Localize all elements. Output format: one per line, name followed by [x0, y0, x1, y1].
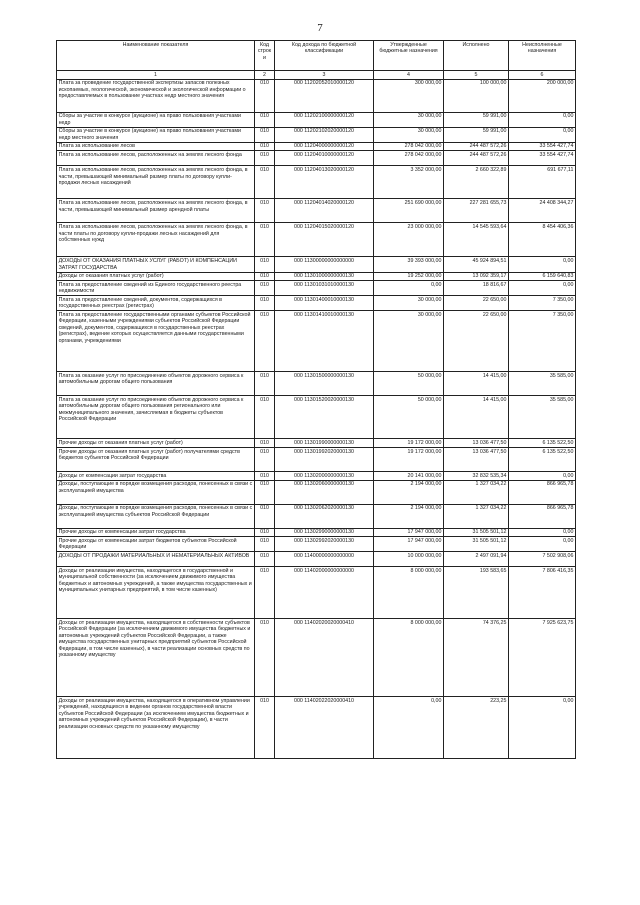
table-row	[57, 480, 576, 504]
row-kbk: 000 11204000000000120	[275, 142, 374, 151]
row-executed: 14 415,00	[444, 396, 509, 439]
row-name: Доходы от реализации имущества, находящегося в оперативном управлении учреждений, находящихся в ведении органов государственной власти субъектов Российской Федерации (за исключением имущества бюджетных и автономных учреждений субъектов Российской Федерации), в части реализации основных средств по указанному имуществу	[57, 697, 255, 759]
row-approved: 30 000,00	[374, 127, 444, 142]
row-executed: 227 281 655,73	[444, 199, 509, 223]
table-row	[57, 296, 576, 311]
row-name: Сборы за участие в конкурсе (аукционе) на право пользования участками недр	[57, 112, 255, 127]
row-kbk: 000 11302990000000130	[275, 528, 374, 537]
table-row	[57, 396, 576, 439]
row-code: 010	[255, 166, 275, 199]
row-name: Доходы, поступающие в порядке возмещения расходов, понесенных в связи с эксплуатацией имущества	[57, 480, 255, 504]
row-name: Плата за использование лесов, расположенных на землях лесного фонда, в части, превышающей минимальный размер арендной платы	[57, 199, 255, 223]
row-unexecuted: 691 677,11	[509, 166, 576, 199]
row-approved: 19 172 000,00	[374, 439, 444, 448]
row-kbk: 000 11301400010000130	[275, 296, 374, 311]
row-executed: 31 505 501,12	[444, 537, 509, 552]
column-number: 3	[275, 71, 374, 80]
row-kbk: 000 11301520020000130	[275, 396, 374, 439]
row-unexecuted: 0,00	[509, 112, 576, 127]
row-kbk: 000 11301990000000130	[275, 439, 374, 448]
row-approved: 30 000,00	[374, 296, 444, 311]
row-kbk: 000 11202052010000120	[275, 79, 374, 112]
row-executed: 100 000,00	[444, 79, 509, 112]
revenue-table	[56, 40, 576, 759]
table-row	[57, 504, 576, 528]
row-approved: 17 947 000,00	[374, 537, 444, 552]
row-kbk: 000 11204014020000120	[275, 199, 374, 223]
row-executed: 59 991,00	[444, 127, 509, 142]
header-code: Код строки	[255, 41, 275, 71]
row-unexecuted: 866 965,78	[509, 480, 576, 504]
row-unexecuted: 0,00	[509, 697, 576, 759]
table-row	[57, 372, 576, 396]
row-approved: 251 690 000,00	[374, 199, 444, 223]
row-executed: 1 327 034,22	[444, 504, 509, 528]
row-code: 010	[255, 472, 275, 481]
row-kbk: 000 11301000000000130	[275, 272, 374, 281]
header-unexecuted: Неисполненные назначения	[509, 41, 576, 71]
row-unexecuted: 6 135 522,50	[509, 439, 576, 448]
row-approved: 23 000 000,00	[374, 223, 444, 257]
row-code: 010	[255, 372, 275, 396]
table-row	[57, 281, 576, 296]
table-row	[57, 257, 576, 272]
row-approved: 278 042 000,00	[374, 151, 444, 166]
row-code: 010	[255, 528, 275, 537]
table-row	[57, 448, 576, 472]
row-name: Плата за использование лесов, расположенных на землях лесного фонда	[57, 151, 255, 166]
row-executed: 244 487 572,26	[444, 151, 509, 166]
row-executed: 45 924 894,51	[444, 257, 509, 272]
row-executed: 13 036 477,50	[444, 439, 509, 448]
row-code: 010	[255, 311, 275, 372]
row-executed: 31 505 501,12	[444, 528, 509, 537]
column-number: 2	[255, 71, 275, 80]
row-unexecuted: 0,00	[509, 257, 576, 272]
row-name: Плата за использование лесов	[57, 142, 255, 151]
row-approved: 2 194 000,00	[374, 504, 444, 528]
table-row	[57, 537, 576, 552]
row-approved: 10 000 000,00	[374, 552, 444, 567]
row-approved: 30 000,00	[374, 112, 444, 127]
row-name: ДОХОДЫ ОТ ОКАЗАНИЯ ПЛАТНЫХ УСЛУГ (РАБОТ) И КОМПЕНСАЦИИ ЗАТРАТ ГОСУДАРСТВА	[57, 257, 255, 272]
row-executed: 14 545 593,64	[444, 223, 509, 257]
row-unexecuted: 35 585,00	[509, 396, 576, 439]
row-code: 010	[255, 199, 275, 223]
column-number-row	[57, 71, 576, 80]
row-unexecuted: 7 806 416,35	[509, 567, 576, 619]
column-number: 5	[444, 71, 509, 80]
row-code: 010	[255, 272, 275, 281]
row-approved: 39 393 000,00	[374, 257, 444, 272]
row-executed: 2 497 091,94	[444, 552, 509, 567]
table-row	[57, 127, 576, 142]
row-kbk: 000 11400000000000000	[275, 552, 374, 567]
row-code: 010	[255, 537, 275, 552]
table-row	[57, 151, 576, 166]
row-unexecuted: 33 554 427,74	[509, 151, 576, 166]
row-executed: 1 327 034,22	[444, 480, 509, 504]
row-name: Плата за предоставление государственными органами субъектов Российской Федерации, казенными учреждениями субъектов Российской Федерации сведений, документов, содержащихся в государственных реестрах (регистрах), ведение которых осуществляется данными государственными органами, учреждениями	[57, 311, 255, 372]
row-kbk: 000 11302060000000130	[275, 480, 374, 504]
row-approved: 3 352 000,00	[374, 166, 444, 199]
row-code: 010	[255, 480, 275, 504]
row-name: Прочие доходы от компенсации затрат бюджетов субъектов Российской Федерации	[57, 537, 255, 552]
row-executed: 2 660 322,89	[444, 166, 509, 199]
row-approved: 2 194 000,00	[374, 480, 444, 504]
row-code: 010	[255, 619, 275, 697]
row-code: 010	[255, 396, 275, 439]
row-kbk: 000 11204010000000120	[275, 151, 374, 166]
row-kbk: 000 11402020020000410	[275, 619, 374, 697]
table-row	[57, 619, 576, 697]
row-approved: 50 000,00	[374, 396, 444, 439]
row-code: 010	[255, 79, 275, 112]
row-kbk: 000 11202102020000120	[275, 127, 374, 142]
row-unexecuted: 6 135 522,50	[509, 448, 576, 472]
row-name: ДОХОДЫ ОТ ПРОДАЖИ МАТЕРИАЛЬНЫХ И НЕМАТЕРИАЛЬНЫХ АКТИВОВ	[57, 552, 255, 567]
table-row	[57, 472, 576, 481]
row-kbk: 000 11204015020000120	[275, 223, 374, 257]
row-executed: 74 376,25	[444, 619, 509, 697]
row-executed: 22 650,00	[444, 311, 509, 372]
row-approved: 19 252 000,00	[374, 272, 444, 281]
row-name: Плата за использование лесов, расположенных на землях лесного фонда, в части, превышающей минимальный размер платы по договору купли-продажи лесных насаждений	[57, 166, 255, 199]
row-name: Доходы от компенсации затрат государства	[57, 472, 255, 481]
row-name: Плата за предоставление сведений из Единого государственного реестра недвижимости	[57, 281, 255, 296]
row-name: Плата за проведение государственной экспертизы запасов полезных ископаемых, геологической, экономической и экологической информации о предоставляемых в пользование участках недр местного значения	[57, 79, 255, 112]
row-executed: 14 415,00	[444, 372, 509, 396]
row-code: 010	[255, 223, 275, 257]
row-approved: 20 141 000,00	[374, 472, 444, 481]
row-approved: 8 000 000,00	[374, 567, 444, 619]
row-approved: 0,00	[374, 697, 444, 759]
row-name: Доходы, поступающие в порядке возмещения расходов, понесенных в связи с эксплуатацией имущества субъектов Российской Федерации	[57, 504, 255, 528]
row-approved: 278 042 000,00	[374, 142, 444, 151]
row-unexecuted: 6 159 640,83	[509, 272, 576, 281]
column-number: 4	[374, 71, 444, 80]
row-unexecuted: 866 965,78	[509, 504, 576, 528]
row-name: Прочие доходы от компенсации затрат государства	[57, 528, 255, 537]
row-kbk: 000 11302062020000130	[275, 504, 374, 528]
row-executed: 22 650,00	[444, 296, 509, 311]
row-code: 010	[255, 567, 275, 619]
row-kbk: 000 11402000000000000	[275, 567, 374, 619]
row-kbk: 000 11202100000000120	[275, 112, 374, 127]
table-row	[57, 528, 576, 537]
row-approved: 19 172 000,00	[374, 448, 444, 472]
row-code: 010	[255, 151, 275, 166]
row-unexecuted: 0,00	[509, 281, 576, 296]
row-executed: 18 816,67	[444, 281, 509, 296]
header-approved: Утвержденные бюджетные назначения	[374, 41, 444, 71]
row-unexecuted: 7 502 908,06	[509, 552, 576, 567]
row-executed: 13 036 477,50	[444, 448, 509, 472]
table-row	[57, 79, 576, 112]
row-approved: 8 000 000,00	[374, 619, 444, 697]
table-row	[57, 142, 576, 151]
row-code: 010	[255, 296, 275, 311]
row-name: Плата за оказание услуг по присоединению объектов дорожного сервиса к автомобильным дорогам общего пользования регионального или межмуниципального значения, зачисляемая в бюджеты субъектов Российской Федерации	[57, 396, 255, 439]
row-approved: 50 000,00	[374, 372, 444, 396]
row-kbk: 000 11300000000000000	[275, 257, 374, 272]
row-unexecuted: 0,00	[509, 472, 576, 481]
row-unexecuted: 7 350,00	[509, 311, 576, 372]
row-executed: 193 583,65	[444, 567, 509, 619]
row-name: Плата за оказание услуг по присоединению объектов дорожного сервиса к автомобильным дорогам общего пользования	[57, 372, 255, 396]
row-unexecuted: 0,00	[509, 127, 576, 142]
row-code: 010	[255, 112, 275, 127]
page-number: 7	[317, 22, 323, 34]
row-unexecuted: 35 585,00	[509, 372, 576, 396]
header-executed: Исполнено	[444, 41, 509, 71]
row-code: 010	[255, 127, 275, 142]
row-kbk: 000 11301500000000130	[275, 372, 374, 396]
row-code: 010	[255, 439, 275, 448]
row-executed: 244 487 572,26	[444, 142, 509, 151]
row-unexecuted: 24 408 344,27	[509, 199, 576, 223]
row-unexecuted: 0,00	[509, 528, 576, 537]
row-kbk: 000 11302992020000130	[275, 537, 374, 552]
row-name: Доходы от реализации имущества, находящегося в собственности субъектов Российской Федерации (за исключением движимого имущества бюджетных и автономных учреждений субъектов Российской Федерации, а также имущества государственных унитарных предприятий субъектов Российской Федерации, в том числе казенных), в части реализации основных средств по указанному имуществу	[57, 619, 255, 697]
row-code: 010	[255, 448, 275, 472]
row-approved: 30 000,00	[374, 311, 444, 372]
table-body	[57, 79, 576, 759]
row-executed: 13 092 359,17	[444, 272, 509, 281]
row-code: 010	[255, 697, 275, 759]
row-approved: 17 947 000,00	[374, 528, 444, 537]
table-row	[57, 223, 576, 257]
row-kbk: 000 11301992020000130	[275, 448, 374, 472]
row-kbk: 000 11301031010000130	[275, 281, 374, 296]
row-unexecuted: 33 554 427,74	[509, 142, 576, 151]
row-name: Прочие доходы от оказания платных услуг (работ) получателями средств бюджетов субъектов Российской Федерации	[57, 448, 255, 472]
table-row	[57, 439, 576, 448]
row-kbk: 000 11301410010000130	[275, 311, 374, 372]
table-row	[57, 166, 576, 199]
row-executed: 59 991,00	[444, 112, 509, 127]
table-row	[57, 311, 576, 372]
table-row	[57, 697, 576, 759]
row-unexecuted: 7 925 623,75	[509, 619, 576, 697]
row-name: Плата за использование лесов, расположенных на землях лесного фонда, в части платы по договору купли-продажи лесных насаждений для собственных нужд	[57, 223, 255, 257]
table-row	[57, 552, 576, 567]
row-kbk: 000 11204013020000120	[275, 166, 374, 199]
table-header-row	[57, 41, 576, 71]
row-name: Прочие доходы от оказания платных услуг (работ)	[57, 439, 255, 448]
row-code: 010	[255, 281, 275, 296]
row-kbk: 000 11402022020000410	[275, 697, 374, 759]
row-code: 010	[255, 257, 275, 272]
row-unexecuted: 200 000,00	[509, 79, 576, 112]
row-code: 010	[255, 552, 275, 567]
row-unexecuted: 8 454 406,36	[509, 223, 576, 257]
column-number: 1	[57, 71, 255, 80]
header-name: Наименование показателя	[57, 41, 255, 71]
row-name: Доходы от реализации имущества, находящегося в государственной и муниципальной собственности (за исключением движимого имущества бюджетных и автономных учреждений, а также имущества государственных и муниципальных унитарных предприятий, в том числе казенных)	[57, 567, 255, 619]
row-executed: 32 832 535,34	[444, 472, 509, 481]
row-code: 010	[255, 142, 275, 151]
row-name: Сборы за участие в конкурсе (аукционе) на право пользования участками недр местного значения	[57, 127, 255, 142]
column-number: 6	[509, 71, 576, 80]
row-executed: 223,25	[444, 697, 509, 759]
row-code: 010	[255, 504, 275, 528]
table-row	[57, 567, 576, 619]
table-row	[57, 199, 576, 223]
row-approved: 0,00	[374, 281, 444, 296]
row-kbk: 000 11302000000000130	[275, 472, 374, 481]
row-unexecuted: 7 350,00	[509, 296, 576, 311]
row-name: Плата за предоставление сведений, документов, содержащихся в государственных реестрах (регистрах)	[57, 296, 255, 311]
row-name: Доходы от оказания платных услуг (работ)	[57, 272, 255, 281]
row-approved: 300 000,00	[374, 79, 444, 112]
table-row	[57, 112, 576, 127]
table-row	[57, 272, 576, 281]
header-kbk: Код дохода по бюджетной классификации	[275, 41, 374, 71]
row-unexecuted: 0,00	[509, 537, 576, 552]
